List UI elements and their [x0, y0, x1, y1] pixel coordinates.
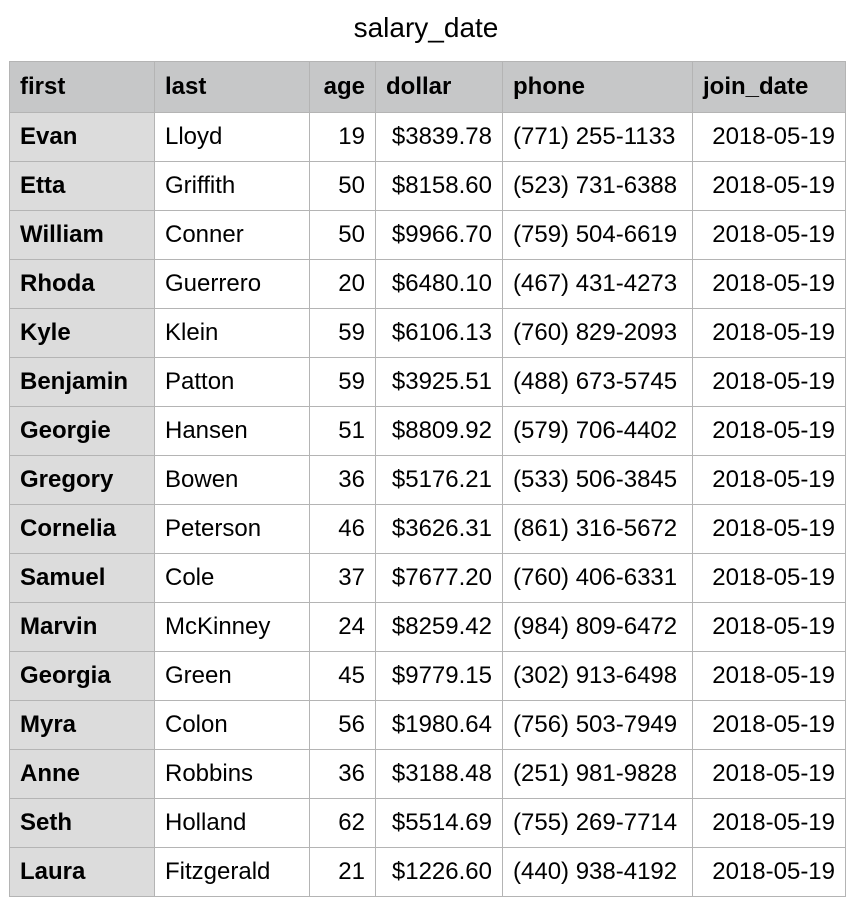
cell-first[interactable]: Rhoda: [10, 260, 155, 309]
column-header-age[interactable]: age: [310, 62, 376, 113]
cell-join-date[interactable]: 2018-05-19: [693, 162, 846, 211]
cell-age[interactable]: 36: [310, 750, 376, 799]
cell-dollar[interactable]: $5514.69: [376, 799, 503, 848]
cell-join-date[interactable]: 2018-05-19: [693, 260, 846, 309]
table-row: [10, 799, 846, 848]
data-table: [9, 61, 846, 897]
column-header-dollar[interactable]: dollar: [376, 62, 503, 113]
column-header-phone[interactable]: phone: [503, 62, 693, 113]
cell-phone[interactable]: (760) 406-6331: [503, 554, 693, 603]
table-row: [10, 162, 846, 211]
cell-dollar[interactable]: $1980.64: [376, 701, 503, 750]
table-row: [10, 211, 846, 260]
cell-phone[interactable]: (756) 503-7949: [503, 701, 693, 750]
cell-phone[interactable]: (488) 673-5745: [503, 358, 693, 407]
cell-first[interactable]: Samuel: [10, 554, 155, 603]
cell-join-date[interactable]: 2018-05-19: [693, 701, 846, 750]
cell-dollar[interactable]: $9779.15: [376, 652, 503, 701]
cell-age[interactable]: 51: [310, 407, 376, 456]
cell-dollar[interactable]: $3188.48: [376, 750, 503, 799]
table-body: [10, 113, 846, 897]
cell-last[interactable]: Cole: [155, 554, 310, 603]
cell-dollar[interactable]: $3925.51: [376, 358, 503, 407]
cell-join-date[interactable]: 2018-05-19: [693, 603, 846, 652]
column-header-last[interactable]: last: [155, 62, 310, 113]
cell-first[interactable]: Etta: [10, 162, 155, 211]
cell-first[interactable]: William: [10, 211, 155, 260]
cell-first[interactable]: Myra: [10, 701, 155, 750]
column-header-first[interactable]: first: [10, 62, 155, 113]
cell-dollar[interactable]: $6106.13: [376, 309, 503, 358]
cell-last[interactable]: Fitzgerald: [155, 848, 310, 897]
cell-first[interactable]: Seth: [10, 799, 155, 848]
cell-phone[interactable]: (579) 706-4402: [503, 407, 693, 456]
cell-join-date[interactable]: 2018-05-19: [693, 358, 846, 407]
cell-last[interactable]: Peterson: [155, 505, 310, 554]
table-row: [10, 750, 846, 799]
cell-age[interactable]: 46: [310, 505, 376, 554]
cell-join-date[interactable]: 2018-05-19: [693, 309, 846, 358]
table-row: [10, 701, 846, 750]
table-row: [10, 652, 846, 701]
cell-phone[interactable]: (523) 731-6388: [503, 162, 693, 211]
cell-first[interactable]: Evan: [10, 113, 155, 162]
cell-phone[interactable]: (759) 504-6619: [503, 211, 693, 260]
column-header-join-date[interactable]: join_date: [693, 62, 846, 113]
cell-first[interactable]: Kyle: [10, 309, 155, 358]
cell-join-date[interactable]: 2018-05-19: [693, 456, 846, 505]
cell-last[interactable]: Lloyd: [155, 113, 310, 162]
table-row: [10, 456, 846, 505]
cell-last[interactable]: Bowen: [155, 456, 310, 505]
cell-last[interactable]: McKinney: [155, 603, 310, 652]
cell-dollar[interactable]: $3626.31: [376, 505, 503, 554]
header-row: [10, 62, 846, 113]
cell-join-date[interactable]: 2018-05-19: [693, 652, 846, 701]
cell-join-date[interactable]: 2018-05-19: [693, 799, 846, 848]
cell-age[interactable]: 37: [310, 554, 376, 603]
cell-phone[interactable]: (771) 255-1133: [503, 113, 693, 162]
cell-age[interactable]: 59: [310, 358, 376, 407]
cell-join-date[interactable]: 2018-05-19: [693, 750, 846, 799]
cell-first[interactable]: Anne: [10, 750, 155, 799]
cell-age[interactable]: 62: [310, 799, 376, 848]
cell-dollar[interactable]: $9966.70: [376, 211, 503, 260]
cell-last[interactable]: Hansen: [155, 407, 310, 456]
table-row: [10, 358, 846, 407]
cell-last[interactable]: Klein: [155, 309, 310, 358]
cell-last[interactable]: Colon: [155, 701, 310, 750]
cell-dollar[interactable]: $8259.42: [376, 603, 503, 652]
cell-age[interactable]: 36: [310, 456, 376, 505]
cell-age[interactable]: 50: [310, 211, 376, 260]
cell-first[interactable]: Laura: [10, 848, 155, 897]
cell-last[interactable]: Patton: [155, 358, 310, 407]
cell-join-date[interactable]: 2018-05-19: [693, 407, 846, 456]
table-row: [10, 848, 846, 897]
cell-last[interactable]: Green: [155, 652, 310, 701]
cell-age[interactable]: 19: [310, 113, 376, 162]
cell-dollar[interactable]: $5176.21: [376, 456, 503, 505]
cell-join-date[interactable]: 2018-05-19: [693, 848, 846, 897]
cell-first[interactable]: Gregory: [10, 456, 155, 505]
cell-first[interactable]: Marvin: [10, 603, 155, 652]
cell-join-date[interactable]: 2018-05-19: [693, 554, 846, 603]
cell-phone[interactable]: (760) 829-2093: [503, 309, 693, 358]
cell-phone[interactable]: (251) 981-9828: [503, 750, 693, 799]
cell-first[interactable]: Benjamin: [10, 358, 155, 407]
cell-phone[interactable]: (533) 506-3845: [503, 456, 693, 505]
cell-phone[interactable]: (755) 269-7714: [503, 799, 693, 848]
table-row: [10, 554, 846, 603]
cell-first[interactable]: Georgia: [10, 652, 155, 701]
cell-phone[interactable]: (302) 913-6498: [503, 652, 693, 701]
cell-first[interactable]: Cornelia: [10, 505, 155, 554]
cell-age[interactable]: 45: [310, 652, 376, 701]
table-row: [10, 260, 846, 309]
cell-phone[interactable]: (440) 938-4192: [503, 848, 693, 897]
table-row: [10, 309, 846, 358]
cell-last[interactable]: Griffith: [155, 162, 310, 211]
cell-first[interactable]: Georgie: [10, 407, 155, 456]
table-row: [10, 603, 846, 652]
cell-dollar[interactable]: $8158.60: [376, 162, 503, 211]
cell-phone[interactable]: (984) 809-6472: [503, 603, 693, 652]
cell-join-date[interactable]: 2018-05-19: [693, 211, 846, 260]
table-row: [10, 113, 846, 162]
cell-age[interactable]: 50: [310, 162, 376, 211]
cell-dollar[interactable]: $3839.78: [376, 113, 503, 162]
table-title: salary_date: [353, 12, 499, 43]
cell-age[interactable]: 21: [310, 848, 376, 897]
cell-last[interactable]: Holland: [155, 799, 310, 848]
cell-join-date[interactable]: 2018-05-19: [693, 505, 846, 554]
cell-dollar[interactable]: $8809.92: [376, 407, 503, 456]
cell-join-date[interactable]: 2018-05-19: [693, 113, 846, 162]
cell-phone[interactable]: (861) 316-5672: [503, 505, 693, 554]
cell-age[interactable]: 24: [310, 603, 376, 652]
table-row: [10, 407, 846, 456]
cell-dollar[interactable]: $6480.10: [376, 260, 503, 309]
cell-last[interactable]: Robbins: [155, 750, 310, 799]
cell-phone[interactable]: (467) 431-4273: [503, 260, 693, 309]
cell-last[interactable]: Conner: [155, 211, 310, 260]
cell-last[interactable]: Guerrero: [155, 260, 310, 309]
cell-dollar[interactable]: $1226.60: [376, 848, 503, 897]
cell-dollar[interactable]: $7677.20: [376, 554, 503, 603]
cell-age[interactable]: 20: [310, 260, 376, 309]
table-row: [10, 505, 846, 554]
cell-age[interactable]: 56: [310, 701, 376, 750]
cell-age[interactable]: 59: [310, 309, 376, 358]
